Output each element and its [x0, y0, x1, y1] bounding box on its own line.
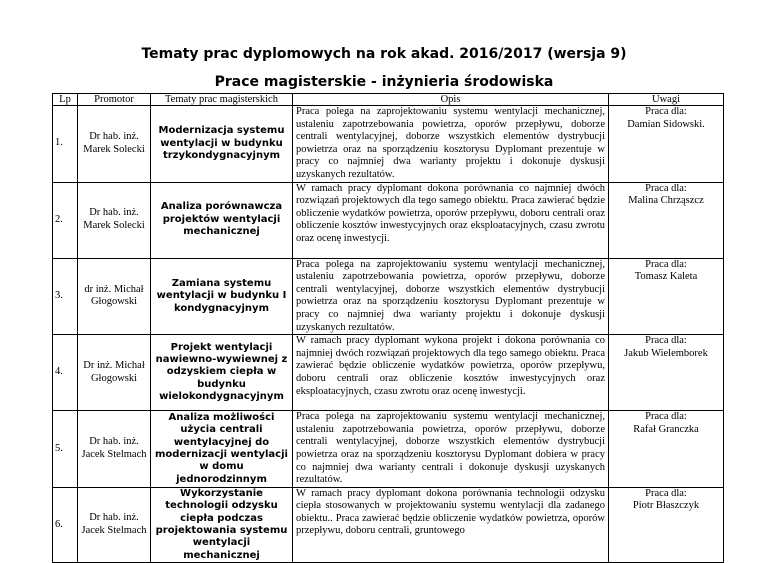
header-notes: Uwagi	[609, 94, 724, 106]
notes-student: Rafał Granczka	[633, 423, 699, 435]
row-description: Praca polega na zaprojektowaniu systemu wentylacji mechanicznej, ustaleniu zapotrzebowania powietrza, oporów przepływu, doborze centrali wentylacyjnej, doborze wszystkich elementów dystrybucji powietrza oraz na sporządzeniu kosztorysu Dyplomant dobiera w pracy co najmniej dwa warianty centrali i dokonuje dyskusji uzyskanych rezultatów.	[293, 411, 609, 488]
row-topic: Analiza porównawcza projektów wentylacji mechanicznej	[151, 182, 293, 258]
row-promotor: Dr hab. inż. Jacek Stelmach	[78, 487, 151, 562]
row-topic: Zamiana systemu wentylacji w budynku I kondygnacyjnym	[151, 258, 293, 335]
notes-student: Jakub Wielemborek	[624, 347, 708, 359]
row-description: Praca polega na zaprojektowaniu systemu wentylacji mechanicznej, ustaleniu zapotrzebowania powietrza, oporów przepływu, doborze centrali wentylacyjnej, doborze wszystkich elementów dystrybucji powietrza oraz na sporządzeniu kosztorysu Dyplomant prezentuje w pracy co najmniej dwa warianty projektu i dokonuje dyskusji uzyskanych rezultatów.	[293, 258, 609, 335]
row-number: 6.	[53, 487, 78, 562]
table-row	[53, 335, 724, 411]
row-number: 4.	[53, 335, 78, 411]
row-topic: Wykorzystanie technologii odzysku ciepła podczas projektowania systemu wentylacji mechanicznej	[151, 487, 293, 562]
row-promotor: Dr hab. inż. Jacek Stelmach	[78, 411, 151, 488]
row-notes	[609, 106, 724, 183]
header-promotor: Promotor	[78, 94, 151, 106]
row-topic: Modernizacja systemu wentylacji w budynku trzykondygnacyjnym	[151, 106, 293, 183]
row-number: 2.	[53, 182, 78, 258]
row-description: Praca polega na zaprojektowaniu systemu wentylacji mechanicznej, ustaleniu zapotrzebowania powietrza, oporów przepływu, doborze centrali wentylacyjnej, doborze wszystkich elementów dystrybucji powietrza oraz na sporządzeniu kosztorysu Dyplomant prezentuje w pracy co najmniej dwa warianty projektu i dokonuje dyskusji uzyskanych rezultatów.	[293, 106, 609, 183]
table-row	[53, 411, 724, 488]
notes-label: Praca dla:	[645, 258, 687, 270]
header-topic: Tematy prac magisterskich	[151, 94, 293, 106]
notes-student: Damian Sidowski.	[627, 118, 705, 130]
row-notes	[609, 258, 724, 335]
row-notes	[609, 335, 724, 411]
notes-label: Praca dla:	[645, 411, 687, 423]
row-description: W ramach pracy dyplomant dokona porównania technologii odzysku ciepła stosowanych w projektowaniu systemu wentylacji dla zadanego obiektu.. Praca zawierać będzie obliczenie wydatków powietrza, oporów przepływu, doboru centrali, gruntowego	[293, 487, 609, 562]
notes-student: Tomasz Kaleta	[634, 271, 698, 283]
notes-label: Praca dla:	[645, 487, 687, 499]
notes-label: Praca dla:	[645, 182, 687, 194]
row-description: W ramach pracy dyplomant dokona porównania co najmniej dwóch rozwiązań projektowych dla tego samego obiektu. Praca zawierać będzie obliczenie wydatków powietrza, oporów przepływu, doboru centrali oraz obliczenie kosztów inwestycyjnych oraz eksploatacyjnych, czasu zwrotu oraz ocenę inwestycji.	[293, 182, 609, 258]
row-topic: Projekt wentylacji nawiewno-wywiewnej z odzyskiem ciepła w budynku wielokondygnacyjnym	[151, 335, 293, 411]
row-description: W ramach pracy dyplomant wykona projekt i dokona porównania co najmniej dwóch rozwiązań projektowych dla tego samego obiektu. Praca zawierać będzie obliczenie wydatków powietrza, oporów przepływu, doboru centrali oraz obliczenie kosztów inwestycyjnych oraz eksploatacyjnych, czasu zwrotu oraz ocenę inwestycji.	[293, 335, 609, 411]
row-number: 5.	[53, 411, 78, 488]
notes-student: Piotr Błaszczyk	[632, 500, 700, 512]
row-number: 1.	[53, 106, 78, 183]
row-promotor: Dr hab. inż. Marek Solecki	[78, 182, 151, 258]
table-header-row	[53, 94, 724, 106]
row-promotor: Dr hab. inż. Marek Solecki	[78, 106, 151, 183]
row-notes	[609, 411, 724, 488]
table-row	[53, 258, 724, 335]
header-lp: Lp	[53, 94, 78, 106]
row-notes	[609, 487, 724, 562]
row-promotor: dr inż. Michał Głogowski	[78, 258, 151, 335]
table-row	[53, 487, 724, 562]
document-subtitle: Prace magisterskie - inżynieria środowiska	[214, 74, 554, 90]
table-row	[53, 106, 724, 183]
notes-student: Malina Chrząszcz	[628, 195, 704, 207]
topics-table	[52, 93, 724, 563]
row-promotor: Dr inż. Michał Głogowski	[78, 335, 151, 411]
table-row	[53, 182, 724, 258]
row-number: 3.	[53, 258, 78, 335]
row-topic: Analiza możliwości użycia centrali wentylacyjnej do modernizacji wentylacji w domu jednorodzinnym	[151, 411, 293, 488]
header-description: Opis	[293, 94, 609, 106]
document-title: Tematy prac dyplomowych na rok akad. 2016/2017 (wersja 9)	[141, 46, 627, 62]
row-notes	[609, 182, 724, 258]
notes-label: Praca dla:	[645, 106, 687, 117]
notes-label: Praca dla:	[645, 335, 687, 347]
